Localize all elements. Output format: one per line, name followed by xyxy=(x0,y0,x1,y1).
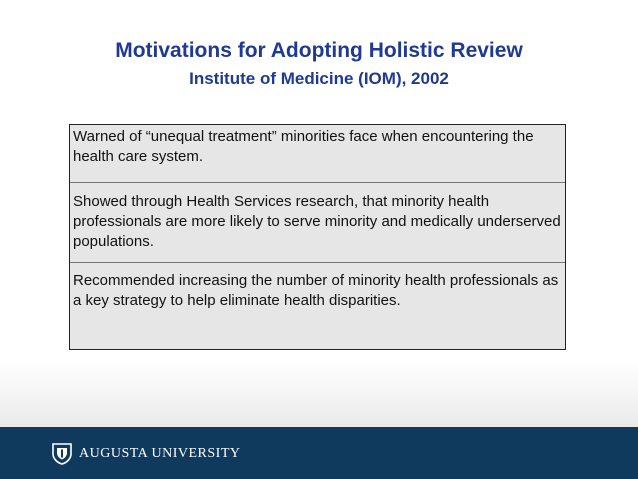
table-row: Recommended increasing the number of minority health professionals as a key strategy to help eliminate health disparities. xyxy=(73,272,559,309)
slide-subtitle: Institute of Medicine (IOM), 2002 xyxy=(189,69,449,88)
table-row: Showed through Health Services research, that minority health professionals are more likely to serve minority and medically underserved populations. xyxy=(70,183,565,263)
motivations-table xyxy=(69,124,566,350)
background-gradient xyxy=(0,360,638,427)
footer-bar xyxy=(0,427,638,479)
augusta-shield-icon xyxy=(52,443,72,465)
slide-title: Motivations for Adopting Holistic Review xyxy=(115,39,523,62)
brand-name: AUGUSTA UNIVERSITY xyxy=(79,446,241,461)
table-row: Warned of “unequal treatment” minorities face when encountering the health care system. xyxy=(70,125,565,183)
